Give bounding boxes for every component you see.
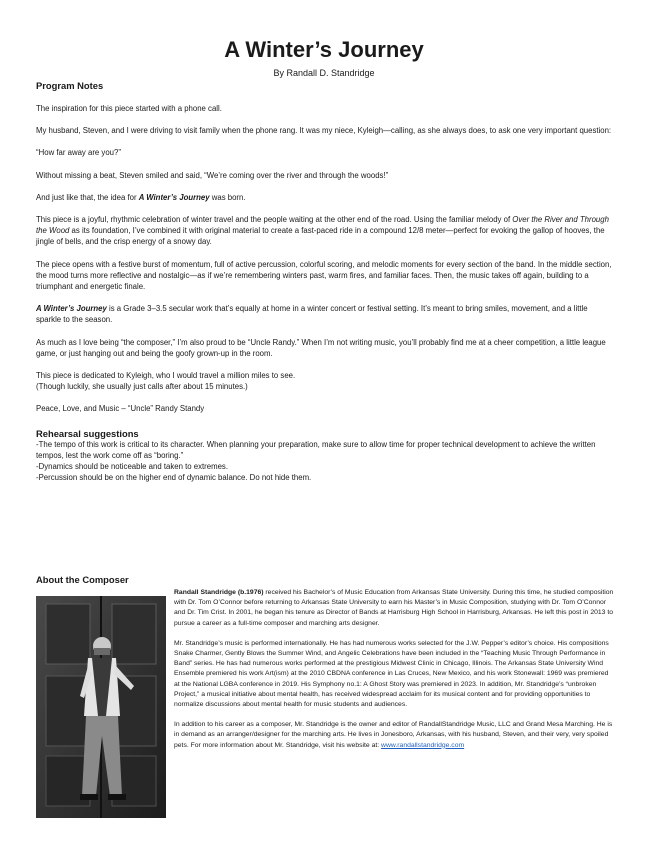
notes-signoff: Peace, Love, and Music – “Uncle” Randy Standy xyxy=(36,404,205,414)
notes-paragraph-8: A Winter’s Journey is a Grade 3–3.5 secular work that’s equally at home in a winter concert or festival setting. It’s meant to bring smiles, movement, and a little sparkle to the season. xyxy=(36,304,588,325)
work-title: A Winter’s Journey xyxy=(138,192,210,202)
composer-name: Randall Standridge (b.1976) xyxy=(174,589,264,596)
notes-paragraph-4: Without missing a beat, Steven smiled and said, “We’re coming over the river and through the woods!” xyxy=(36,170,389,180)
byline: By Randall D. Standridge xyxy=(273,68,375,78)
notes-paragraph-2: My husband, Steven, and I were driving to visit family when the phone rang. It was my niece, Kyleigh—calling, as she always does, to ask one very important question: xyxy=(36,126,612,136)
notes-paragraph-5: And just like that, the idea for A Winter’s Journey was born. xyxy=(36,192,246,202)
program-page xyxy=(36,36,612,483)
page-title: A Winter’s Journey xyxy=(224,37,424,62)
rehearsal-heading: Rehearsal suggestions xyxy=(36,427,139,439)
about-composer-section xyxy=(36,574,614,749)
notes-paragraph-10: This piece is dedicated to Kyleigh, who I would travel a million miles to see. (Though luckily, she usually just calls after about 15 minutes.) xyxy=(36,371,296,392)
composer-bio xyxy=(174,588,614,751)
melody-title: Over the River and Through the Wood xyxy=(36,215,609,236)
rehearsal-item-2: -Dynamics should be noticeable and taken to extremes. xyxy=(36,462,228,472)
notes-paragraph-9: As much as I love being “the composer,” I’m also proud to be “Uncle Randy.” When I’m not writing music, you’ll probably find me at a cheer competition, a little league game, or just hanging out and being the goofy grown-up in the room. xyxy=(36,337,606,358)
composer-photo xyxy=(36,596,166,818)
work-title: A Winter’s Journey xyxy=(36,304,107,314)
notes-paragraph-7: The piece opens with a festive burst of momentum, full of active percussion, colorful scoring, and melodic moments for every section of the band. In the middle section, the mood turns more reflective and nostalgic—as if we’re remembering winters past, warm fires, and familiar faces. Then, the music takes off again, building to a triumphant and energetic finale. xyxy=(36,259,612,292)
bio-paragraph-3: In addition to his career as a composer, Mr. Standridge is the owner and editor of RandallStandridge Music, LLC and Grand Mesa Marching. He is in demand as an arranger/designer for the marching arts. He lives in Jonesboro, Arkansas, with his husband, Steven, and their very, very spoiled pets. For more information about Mr. Standridge, visit his website at: www.randallstandridge.com xyxy=(174,721,613,749)
program-notes-heading: Program Notes xyxy=(36,80,104,91)
about-heading: About the Composer xyxy=(36,574,129,585)
bio-paragraph-2: Mr. Standridge’s music is performed internationally. He has had numerous works selected for the J.W. Pepper’s editor’s choice. His compositions Snake Charmer, Gently Blows the Summer Wind, and Angelic Celebrations have been included in the “Teaching Music Through Performance in Band” series. He has had numerous works performed at the prestigious Midwest Clinic in Chicago, Illinois. The Arkansas State University Wind Ensemble premiered his work Art(ism) at the 2010 CBDNA conference in Las Cruces, New Mexico, and his work Stonewall: 1969 was premiered at the National LGBA conference in 2019. His Symphony no.1: A Ghost Story was premiered in 2023. In addition, Mr. Standridge’s “unbroken Project,” a musical initiative about mental health, has received widespread acclaim for its musical content and for providing opportunities to normalize discussions about mental health for music students and audiences. xyxy=(174,639,609,709)
bio-paragraph-1: Randall Standridge (b.1976) received his Bachelor’s of Music Education from Arkansas State University. During this time, he studied composition with Dr. Tom O’Connor before returning to Arkansas State University to earn his Master’s in Music Composition, studying with Dr. Tom O’Connor and Dr. Tim Crist. In 2001, he began his tenure as Director of Bands at Harrisburg High School in Harrisburg, Arkansas. He left this post in 2013 to pursue a career as a full-time composer and marching arts designer. xyxy=(174,589,614,627)
notes-paragraph-6: This piece is a joyful, rhythmic celebration of winter travel and the people waiting at the other end of the road. Using the familiar melody of Over the River and Through the Wood as its foundation, I’ve combined it with original material to create a fast-paced ride in a compound 12/8 meter—perfect for evoking the gallop of hooves, the jingle of bells, and the crisp energy of a snowy day. xyxy=(36,215,609,247)
website-link[interactable]: www.randallstandridge.com xyxy=(381,741,465,749)
notes-paragraph-1: The inspiration for this piece started with a phone call. xyxy=(36,104,222,113)
notes-paragraph-3: “How far away are you?” xyxy=(36,148,121,158)
rehearsal-item-1: -The tempo of this work is critical to its character. When planning your preparation, make sure to allow time for proper technical development to achieve the written tempos, lest the work come off as “boring.” xyxy=(36,439,596,460)
rehearsal-item-3: -Percussion should be on the higher end of dynamic balance. Do not hide them. xyxy=(36,473,312,483)
